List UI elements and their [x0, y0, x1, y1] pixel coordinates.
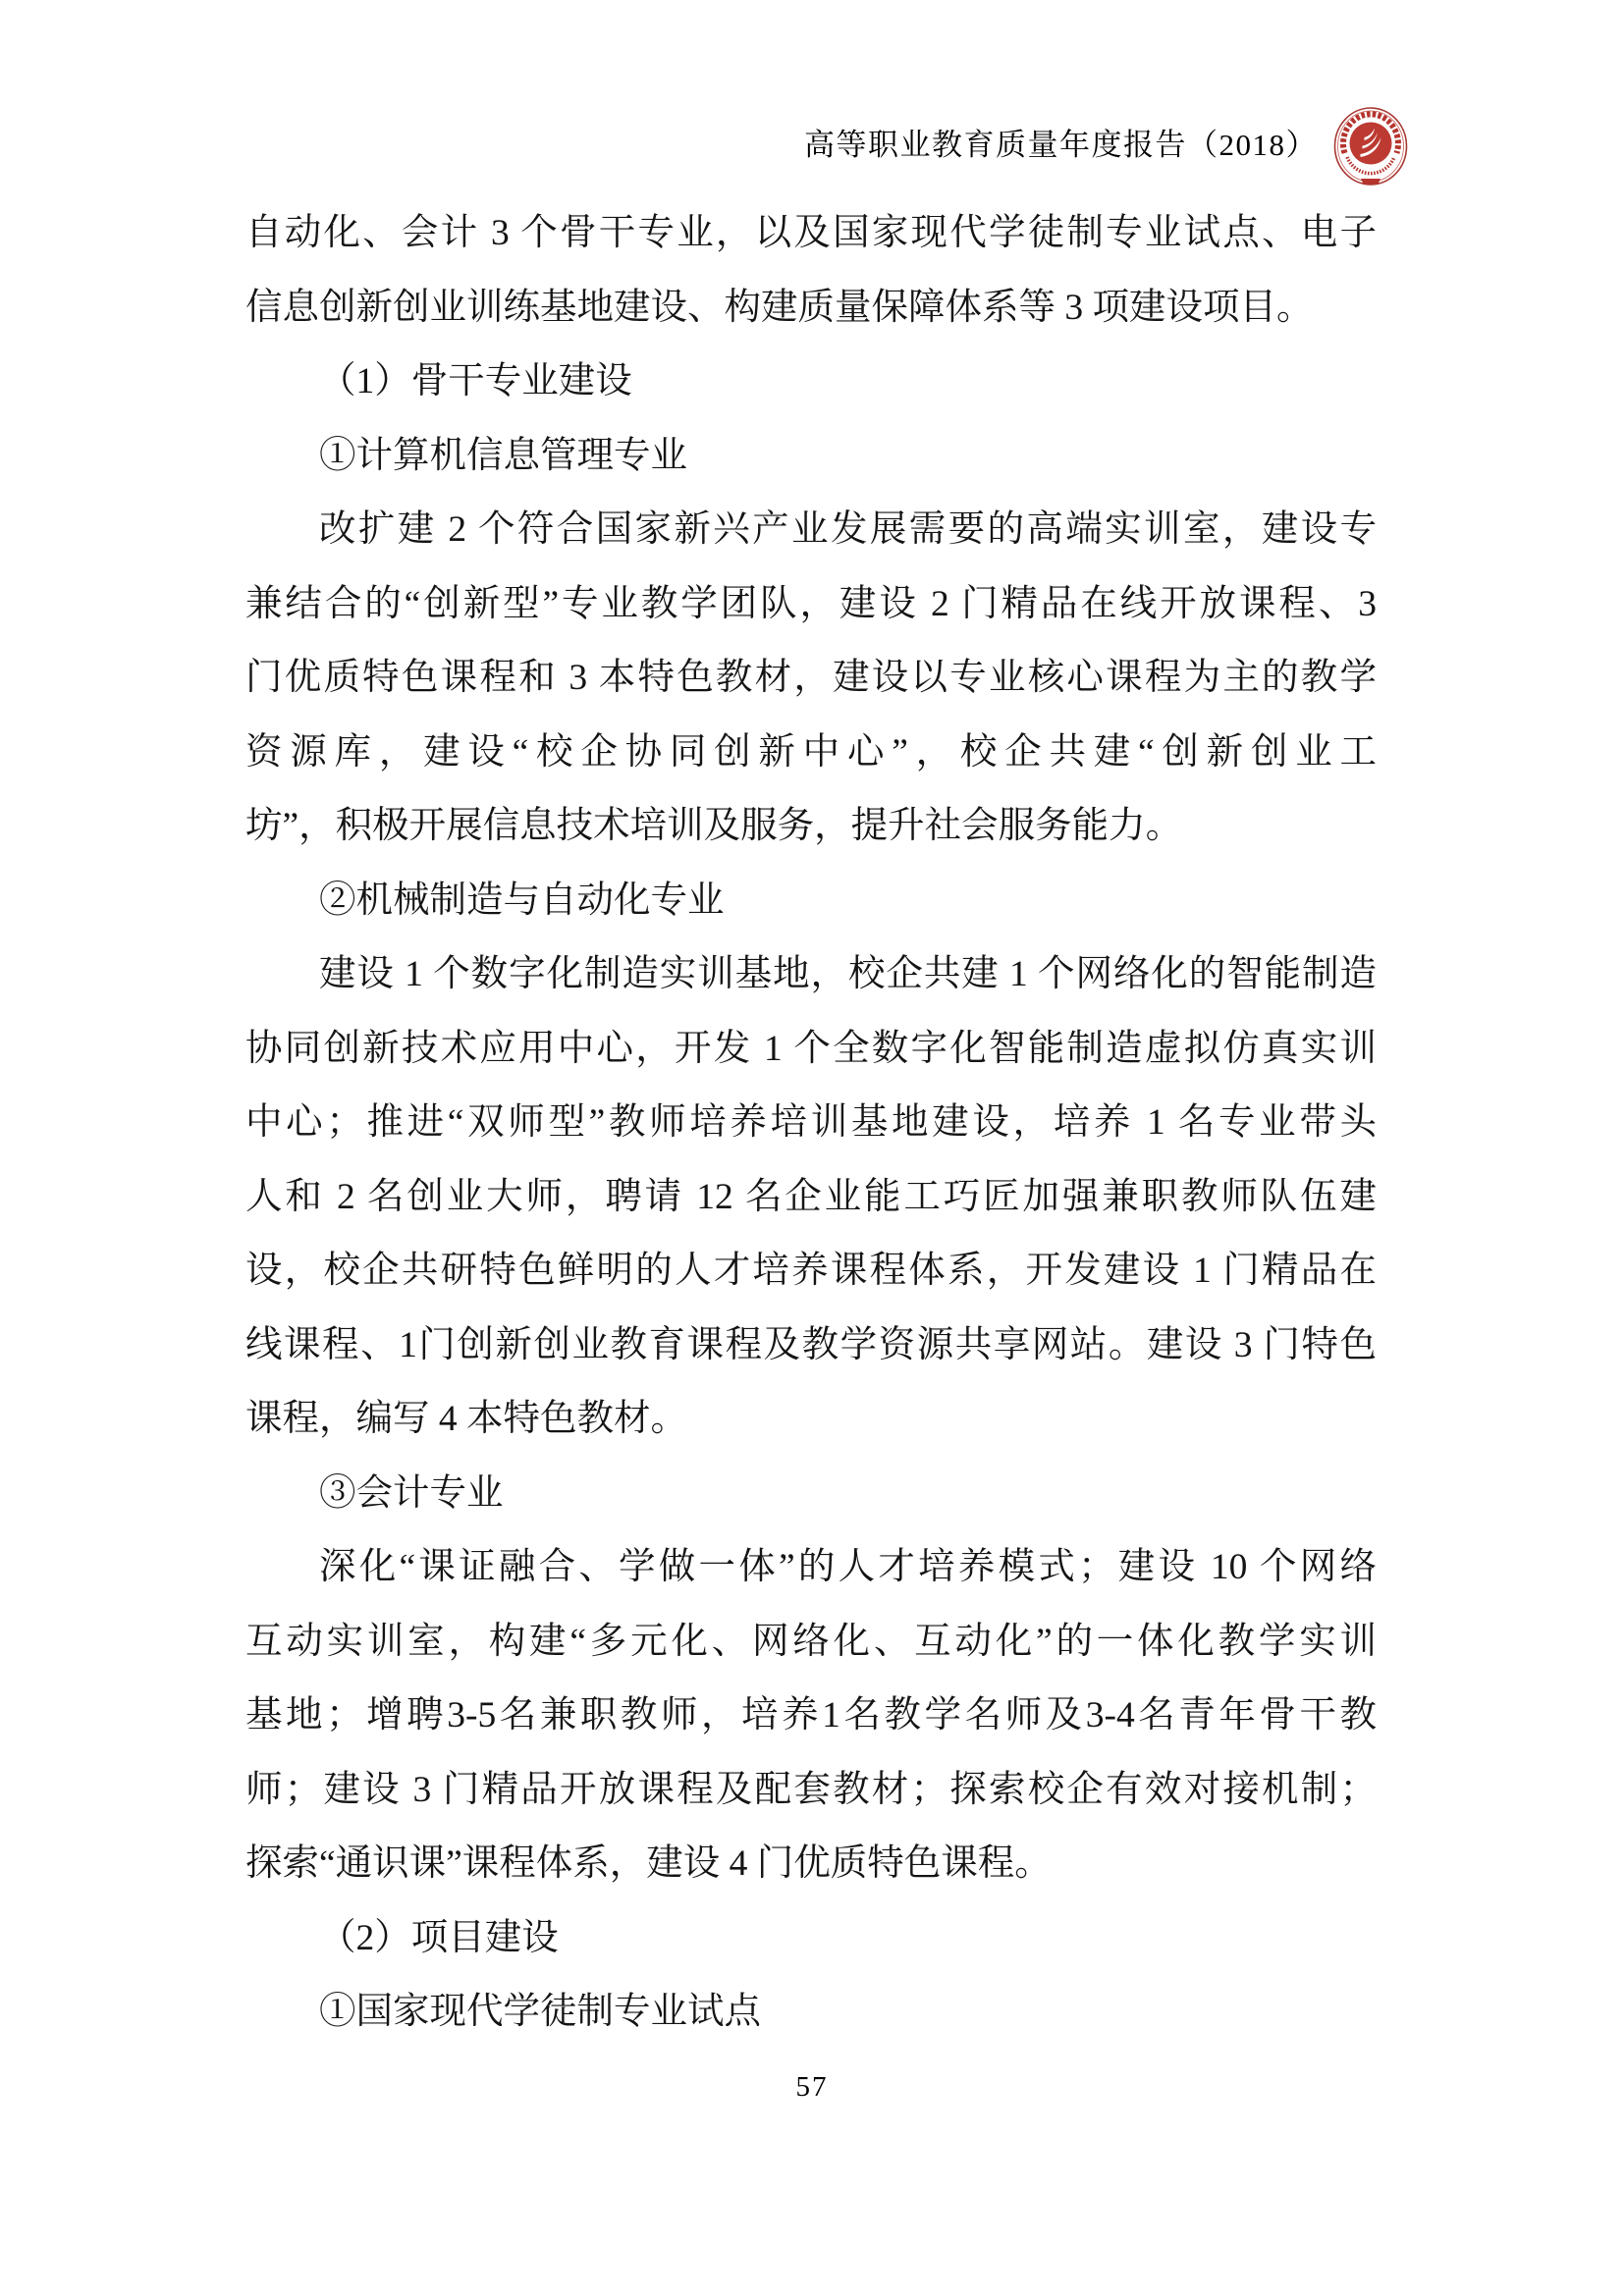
body-line: 信息创新创业训练基地建设、构建质量保障体系等 3 项建设项目。 — [245, 287, 1314, 328]
body-line: 协同创新技术应用中心，开发 1 个全数字化智能制造虚拟仿真实训 — [245, 1028, 1377, 1069]
body-line: 资源库，建设“校企协同创新中心”，校企共建“创新创业工 — [245, 731, 1377, 773]
body-line: 中心；推进“双师型”教师培养培训基地建设，培养 1 名专业带头 — [245, 1102, 1377, 1143]
body-line: 互动实训室，构建“多元化、网络化、互动化”的一体化教学实训 — [245, 1621, 1377, 1662]
body-line: 兼结合的“创新型”专业教学团队，建设 2 门精品在线开放课程、3 — [245, 583, 1377, 624]
body-line: 课程，编写 4 本特色教材。 — [245, 1399, 687, 1439]
body-line: 基地；增聘3-5名兼职教师，培养1名教学名师及3-4名青年骨干教 — [245, 1695, 1377, 1735]
school-seal-icon — [1332, 104, 1409, 188]
body-line: 线课程、1门创新创业教育课程及教学资源共享网站。建设 3 门特色 — [245, 1324, 1377, 1365]
body-line: 自动化、会计 3 个骨干专业，以及国家现代学徒制专业试点、电子 — [245, 213, 1377, 253]
body-heading: ③会计专业 — [319, 1472, 504, 1514]
page-number: 57 — [795, 2071, 829, 2103]
document-body — [245, 196, 1377, 2050]
body-line: 师；建设 3 门精品开放课程及配套教材；探索校企有效对接机制； — [245, 1769, 1377, 1810]
page-header-title: 高等职业教育质量年度报告（2018） — [804, 128, 1318, 162]
body-heading: ②机械制造与自动化专业 — [319, 880, 725, 921]
body-heading: （2）项目建设 — [319, 1917, 559, 1958]
body-line: 深化“课证融合、学做一体”的人才培养模式；建设 10 个网络 — [319, 1547, 1377, 1587]
body-heading: （1）骨干专业建设 — [319, 361, 632, 401]
body-line: 设，校企共研特色鲜明的人才培养课程体系，开发建设 1 门精品在 — [245, 1251, 1377, 1291]
body-line: 门优质特色课程和 3 本特色教材，建设以专业核心课程为主的教学 — [245, 658, 1377, 698]
body-line: 改扩建 2 个符合国家新兴产业发展需要的高端实训室，建设专 — [319, 509, 1377, 550]
body-line: 建设 1 个数字化制造实训基地，校企共建 1 个网络化的智能制造 — [319, 954, 1377, 994]
body-heading: ①国家现代学徒制专业试点 — [319, 1992, 761, 2032]
body-line: 坊”，积极开展信息技术培训及服务，提升社会服务能力。 — [245, 806, 1183, 846]
body-heading: ①计算机信息管理专业 — [319, 435, 687, 476]
body-line: 探索“通识课”课程体系，建设 4 门优质特色课程。 — [245, 1843, 1052, 1884]
body-line: 人和 2 名创业大师，聘请 12 名企业能工巧匠加强兼职教师队伍建 — [245, 1176, 1377, 1217]
